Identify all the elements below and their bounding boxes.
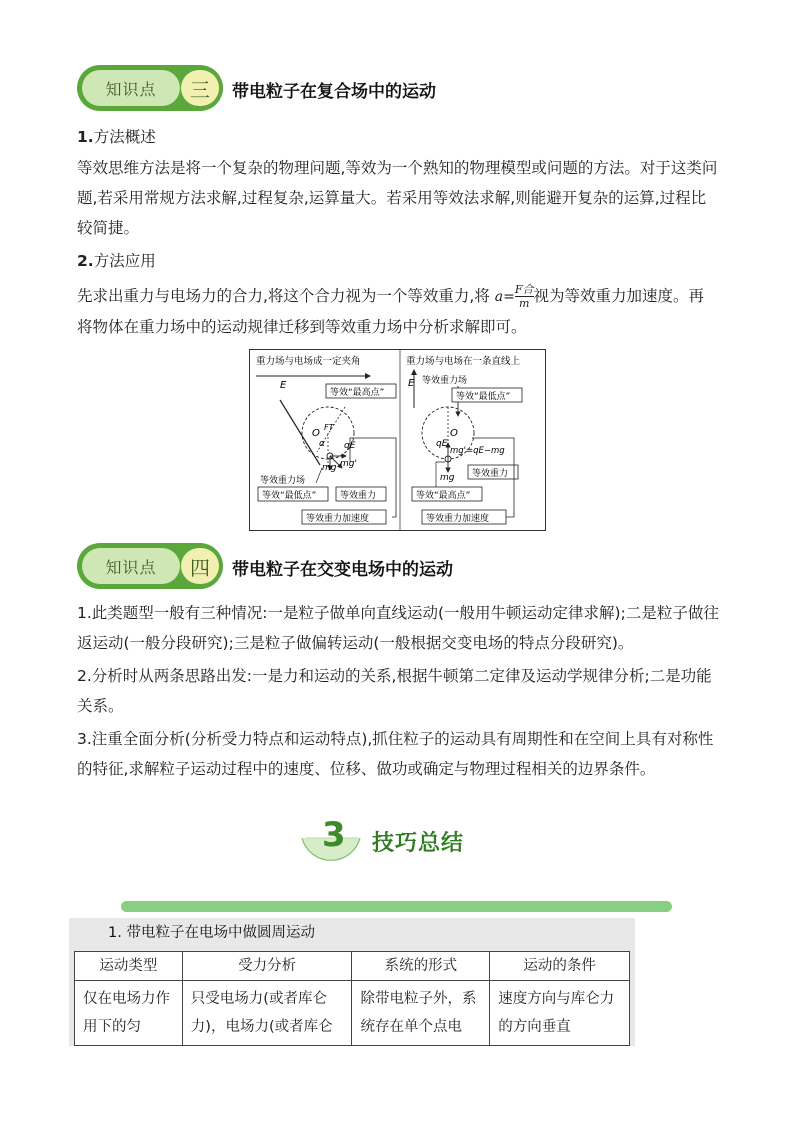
paragraph-item-3: 3.注重全面分析(分析受力特点和运动特点),抓住粒子的运动具有周期性和在空间上具有对称性的特征,求解粒子运动过程中的速度、位移、做功或确定与物理过程相关的边界条件。 xyxy=(77,730,714,778)
label-qE: qE xyxy=(344,441,356,451)
label-equiv-field-right: 等效重力场 xyxy=(422,376,468,386)
formula-denominator: m xyxy=(518,297,530,310)
text-equiv-gravity-right: 等效重力 xyxy=(472,469,509,479)
left-panel-title: 重力场与电场成一定夹角 xyxy=(256,356,361,367)
table-header-cell: 运动类型 xyxy=(75,952,183,981)
text: 先求出重力与电场力的合力,将这个合力视为一个等效重力,将 xyxy=(77,287,495,305)
label-mg: mg xyxy=(322,463,337,473)
subheading-number: 2. xyxy=(77,252,94,270)
badge-label: 知识点 xyxy=(82,70,180,106)
subheading-method-application xyxy=(77,249,156,271)
text-equiv-lowest: 等效“最低点” xyxy=(262,491,317,501)
label-E-right: E xyxy=(408,378,415,389)
knowledge-point-badge-4 xyxy=(77,543,223,589)
text: 视为等效重力加速度。再将物体在重力场中的运动规律迁移到等效重力场中分析求解即可。 xyxy=(77,287,705,336)
subheading-method-overview xyxy=(77,125,156,147)
formula-numerator: F合 xyxy=(514,283,534,296)
table-cell: 除带电粒子外，系统存在单个点电 xyxy=(352,981,490,1046)
text-equiv-highest-right: 等效“最高点” xyxy=(416,491,471,501)
badge-number: 四 xyxy=(181,548,219,584)
text-equiv-accel-right: 等效重力加速度 xyxy=(426,514,490,524)
section-title: 带电粒子在交变电场中的运动 xyxy=(232,560,453,580)
label-O-right: O xyxy=(450,428,458,439)
text-equiv-gravity: 等效重力 xyxy=(340,491,377,501)
table-row xyxy=(75,981,630,1046)
paragraph-item-2: 2.分析时从两条思路出发:一是力和运动的关系,根据牛顿第二定律及运动学规律分析;二是功能关系。 xyxy=(77,667,712,715)
table-header-cell: 运动的条件 xyxy=(490,952,630,981)
subheading-number: 1. xyxy=(77,128,94,146)
table-cell: 仅在电场力作用下的匀 xyxy=(75,981,183,1046)
table-header-cell: 系统的形式 xyxy=(352,952,490,981)
badge-number: 三 xyxy=(181,70,219,106)
text-equiv-accel: 等效重力加速度 xyxy=(306,514,370,524)
table-header-cell: 受力分析 xyxy=(182,952,352,981)
subheading-text: 方法概述 xyxy=(93,128,156,146)
label-alpha: α xyxy=(319,439,325,449)
table-cell: 只受电场力(或者库仑力)，电场力(或者库仑 xyxy=(182,981,352,1046)
skill-summary-title: 技巧总结 xyxy=(372,831,465,856)
circular-motion-table xyxy=(74,951,630,1046)
knowledge-point-badge-3 xyxy=(77,65,223,111)
decorative-bar xyxy=(121,901,672,912)
label-qE-right: qE xyxy=(436,439,448,449)
paragraph-method-application xyxy=(77,281,719,342)
equivalent-gravity-diagram xyxy=(249,349,546,531)
table-heading: 1. 带电粒子在电场中做圆周运动 xyxy=(108,925,315,941)
text-equiv-lowest-right: 等效“最低点” xyxy=(456,392,511,402)
table-cell: 速度方向与库仑力的方向垂直 xyxy=(490,981,630,1046)
label-mg-right: mg xyxy=(440,473,455,483)
right-panel-title: 重力场与电场在一条直线上 xyxy=(406,356,521,367)
section-title: 带电粒子在复合场中的运动 xyxy=(232,82,436,102)
diagram-svg xyxy=(250,350,545,530)
skill-number-svg xyxy=(300,810,362,872)
table-header-row xyxy=(75,952,630,981)
text-equiv-highest: 等效“最高点” xyxy=(330,388,385,398)
skill-number-text: 3 xyxy=(322,815,346,855)
label-E: E xyxy=(280,380,287,391)
label-mg-prime: mg' xyxy=(340,459,357,469)
skill-number-icon xyxy=(300,810,362,872)
label-mg-prime-right: mg'=qE−mg xyxy=(450,446,505,456)
subheading-text: 方法应用 xyxy=(93,252,156,270)
label-equiv-field: 等效重力场 xyxy=(260,476,306,486)
label-O: O xyxy=(312,428,320,439)
paragraph-item-1: 1.此类题型一般有三种情况:一是粒子做单向直线运动(一般用牛顿运动定律求解);二是粒子做往返运动(一般分段研究);三是粒子做偏转运动(一般根据交变电场的特点分段研究)。 xyxy=(77,604,719,652)
label-FT: FT xyxy=(324,423,334,432)
formula xyxy=(495,282,534,312)
formula-lhs: a= xyxy=(494,288,515,305)
badge-label: 知识点 xyxy=(82,548,180,584)
paragraph-method-overview: 等效思维方法是将一个复杂的物理问题,等效为一个熟知的物理模型或问题的方法。对于这类问题,若采用常规方法求解,过程复杂,运算量大。若采用等效法求解,则能避开复杂的运算,过程比较简捷。 xyxy=(77,159,718,237)
